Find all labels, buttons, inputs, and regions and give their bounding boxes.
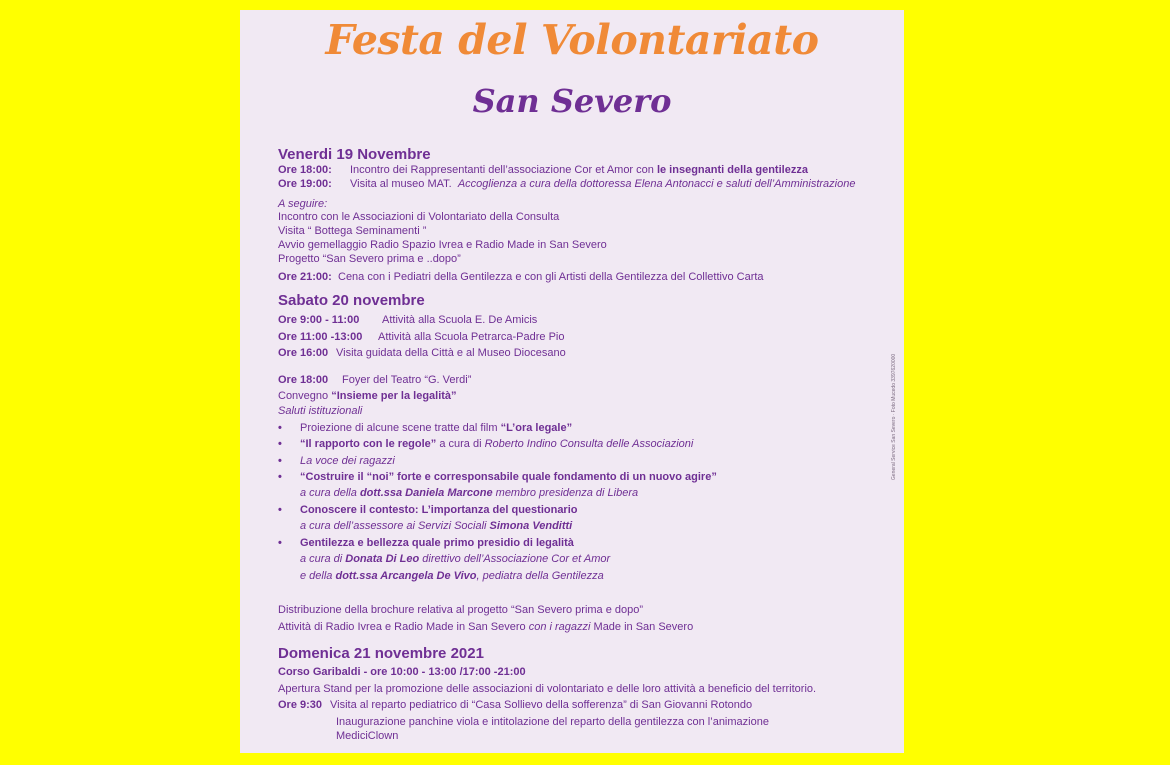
agenda-text: membro presidenza di Libera bbox=[492, 487, 639, 499]
friday-item-3 bbox=[278, 270, 764, 284]
item-note: Accoglienza a cura della dottoressa Elena Antonacci e saluti dell’Amministrazione bbox=[457, 178, 856, 190]
bullet: • bbox=[278, 537, 282, 549]
agenda-item-6 bbox=[278, 536, 574, 550]
event-poster bbox=[240, 10, 904, 753]
sunday-item-2 bbox=[278, 698, 752, 712]
agenda-item-6-speaker-2 bbox=[278, 569, 604, 583]
saturday-item-2 bbox=[278, 330, 564, 344]
speaker-name: dott.ssa Daniela Marcone bbox=[359, 487, 493, 499]
sunday-location: Corso Garibaldi - ore 10:00 - 13:00 /17:00 -21:00 bbox=[278, 666, 526, 678]
agenda-item-5 bbox=[278, 503, 578, 517]
time-label: Ore 9:00 - 11:00 bbox=[278, 314, 360, 326]
saturday-item-1 bbox=[278, 313, 537, 327]
saturday-heading: Sabato 20 novembre bbox=[278, 292, 425, 309]
friday-follow-4: Progetto “San Severo prima e ..dopo” bbox=[278, 253, 461, 265]
item-highlight: le insegnanti della gentilezza bbox=[656, 164, 808, 176]
friday-follow: A seguire: bbox=[278, 198, 328, 210]
agenda-talk: “Costruire il “noi” forte e corresponsabile quale fondamento di un nuovo agire” bbox=[300, 471, 717, 483]
saturday-item-3 bbox=[278, 346, 566, 360]
bullet: • bbox=[278, 504, 282, 516]
sunday-heading: Domenica 21 novembre 2021 bbox=[278, 645, 484, 662]
item-text: Foyer del Teatro “G. Verdi” bbox=[342, 374, 472, 386]
time-label: Ore 21:00: bbox=[278, 271, 332, 283]
agenda-speaker: Roberto Indino Consulta delle Associazioni bbox=[484, 438, 694, 450]
sunday-item-3: Inaugurazione panchine viola e intitolazione del reparto della gentilezza con l’animazione bbox=[336, 716, 769, 728]
side-credit: General Service San Severo · Foto Mucedo 3397620000 bbox=[891, 353, 897, 480]
sunday-item-4: MediciClown bbox=[336, 730, 399, 742]
agenda-item-5-speaker bbox=[278, 519, 572, 533]
friday-item-2 bbox=[278, 177, 855, 191]
agenda-text: Attività di Radio Ivrea e Radio Made in San Severo bbox=[278, 621, 529, 633]
agenda-item-6-speaker-1 bbox=[278, 552, 610, 566]
agenda-item-3 bbox=[278, 454, 395, 468]
bullet: • bbox=[278, 455, 282, 467]
agenda-item-1 bbox=[278, 421, 572, 435]
friday-follow-1: Incontro con le Associazioni di Volontariato della Consulta bbox=[278, 211, 560, 223]
agenda-talk: Gentilezza e bellezza quale primo presidio di legalità bbox=[300, 537, 574, 549]
sunday-item-1: Apertura Stand per la promozione delle associazioni di volontariato e delle loro attività a beneficio del territorio. bbox=[278, 683, 817, 695]
time-label: Ore 18:00: bbox=[278, 164, 332, 176]
item-text: Cena con i Pediatri della Gentilezza e con gli Artisti della Gentilezza del Collettivo Carta bbox=[338, 271, 764, 283]
item-text: Visita al museo MAT. bbox=[350, 178, 452, 190]
bullet: • bbox=[278, 471, 282, 483]
conference-name: “Insieme per la legalità” bbox=[331, 390, 457, 402]
time-label: Ore 16:00 bbox=[278, 347, 329, 359]
agenda-item-4-speaker bbox=[278, 486, 638, 500]
agenda-talk: Conoscere il contesto: L’importanza del questionario bbox=[300, 504, 578, 516]
friday-follow-2: Visita “ Bottega Seminamenti ” bbox=[278, 225, 427, 237]
time-label: Ore 18:00 bbox=[278, 374, 329, 386]
friday-heading: Venerdi 19 Novembre bbox=[278, 146, 431, 163]
film-title: “L’ora legale” bbox=[500, 422, 573, 434]
speaker-name: Simona Venditti bbox=[489, 520, 573, 532]
agenda-text: a cura della bbox=[300, 487, 360, 499]
item-text: Visita guidata della Città e al Museo Diocesano bbox=[336, 347, 566, 359]
friday-follow-3: Avvio gemellaggio Radio Spazio Ivrea e Radio Made in San Severo bbox=[278, 239, 607, 251]
agenda-text: , pediatra della Gentilezza bbox=[476, 570, 604, 582]
conference-label: Convegno bbox=[278, 390, 332, 402]
poster-subtitle: San Severo bbox=[472, 82, 672, 120]
agenda-note: con i ragazzi bbox=[528, 621, 591, 633]
item-text: Incontro dei Rappresentanti dell’associazione Cor et Amor con bbox=[350, 164, 657, 176]
bullet: • bbox=[278, 422, 282, 434]
agenda-text: a cura di bbox=[436, 438, 485, 450]
agenda-text: Made in San Severo bbox=[590, 621, 694, 633]
poster-title: Festa del Volontariato bbox=[325, 16, 819, 64]
agenda-text: a cura dell’assessore ai Servizi Sociali bbox=[300, 520, 490, 532]
item-text: Visita al reparto pediatrico di “Casa Sollievo della sofferenza” di San Giovanni Rotondo bbox=[330, 699, 753, 711]
time-label: Ore 9:30 bbox=[278, 699, 323, 711]
speaker-name: Donata Di Leo bbox=[345, 553, 420, 565]
agenda-text: e della bbox=[300, 570, 336, 582]
radio-activity bbox=[278, 620, 693, 634]
brochure-distribution: Distribuzione della brochure relativa al progetto “San Severo prima e dopo” bbox=[278, 604, 644, 616]
item-text: Attività alla Scuola E. De Amicis bbox=[382, 314, 538, 326]
friday-item-1 bbox=[278, 163, 808, 177]
item-text: Attività alla Scuola Petrarca-Padre Pio bbox=[378, 331, 565, 343]
speaker-name: dott.ssa Arcangela De Vivo bbox=[335, 570, 477, 582]
time-label: Ore 11:00 -13:00 bbox=[278, 331, 363, 343]
agenda-item-4 bbox=[278, 470, 717, 484]
institutional-greetings: Saluti istituzionali bbox=[278, 405, 363, 417]
agenda-talk: “Il rapporto con le regole” bbox=[300, 438, 437, 450]
saturday-item-4 bbox=[278, 373, 471, 387]
bullet: • bbox=[278, 438, 282, 450]
agenda-text: La voce dei ragazzi bbox=[300, 455, 395, 467]
agenda-text: direttivo dell’Associazione Cor et Amor bbox=[419, 553, 611, 565]
conference-title bbox=[278, 389, 457, 403]
agenda-text: Proiezione di alcune scene tratte dal film bbox=[300, 422, 501, 434]
time-label: Ore 19:00: bbox=[278, 178, 332, 190]
agenda-text: a cura di bbox=[300, 553, 346, 565]
agenda-item-2 bbox=[278, 437, 693, 451]
